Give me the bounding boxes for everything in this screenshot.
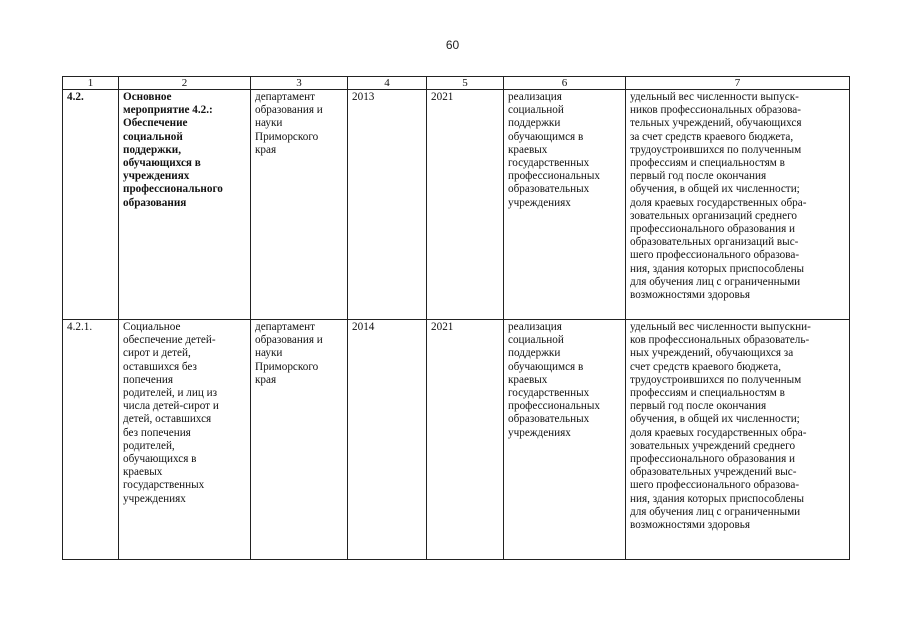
program-activities-table [62, 76, 850, 560]
row-number: 4.2. [63, 90, 119, 320]
expected-result: реализация социальной поддержки обучающимся в краевых государственных профессиональных образовательных учреждениях [504, 320, 626, 560]
row-number: 4.2.1. [63, 320, 119, 560]
column-header-5: 5 [427, 77, 504, 90]
start-year: 2013 [348, 90, 427, 320]
column-header-2: 2 [119, 77, 251, 90]
table-row [63, 320, 850, 560]
indicators: удельный вес численности выпуск- ников профессиональных образова- тельных учреждений, обучающихся за счет средств краевого бюджета, трудоустроившихся по полученным профессиям и специальностям в первый год после окончания обучения, в общей их численности; доля краевых государственных обра- зовательных организаций среднего профессионального образования и образовательных организаций выс- шего профессионального образова- ния, здания которых приспособлены для обучения лиц с ограниченными возможностями здоровья [626, 90, 850, 320]
end-year: 2021 [427, 320, 504, 560]
table-header-row [63, 77, 850, 90]
column-header-3: 3 [251, 77, 348, 90]
executor: департамент образования и науки Приморского края [251, 320, 348, 560]
executor: департамент образования и науки Приморского края [251, 90, 348, 320]
page-number: 60 [445, 38, 460, 52]
indicators: удельный вес численности выпускни- ков профессиональных образователь- ных учреждений, обучающихся за счет средств краевого бюджета, трудоустроившихся по полученным профессиям и специальностям в первый год после окончания обучения, в общей их численности; доля краевых государственных обра- зовательных учреждений среднего профессионального образования и образовательных учреждений выс- шего профессионального образова- ния, здания которых приспособлены для обучения лиц с ограниченными возможностями здоровья [626, 320, 850, 560]
column-header-7: 7 [626, 77, 850, 90]
column-header-4: 4 [348, 77, 427, 90]
activity-name: Социальное обеспечение детей- сирот и детей, оставшихся без попечения родителей, и лиц из числа детей-сирот и детей, оставшихся без попечения родителей, обучающихся в краевых государственных учреждениях [119, 320, 251, 560]
column-header-6: 6 [504, 77, 626, 90]
start-year: 2014 [348, 320, 427, 560]
end-year: 2021 [427, 90, 504, 320]
expected-result: реализация социальной поддержки обучающимся в краевых государственных профессиональных образовательных учреждениях [504, 90, 626, 320]
table-row [63, 90, 850, 320]
activity-name: Основное мероприятие 4.2.: Обеспечение социальной поддержки, обучающихся в учреждениях профессионального образования [119, 90, 251, 320]
column-header-1: 1 [63, 77, 119, 90]
